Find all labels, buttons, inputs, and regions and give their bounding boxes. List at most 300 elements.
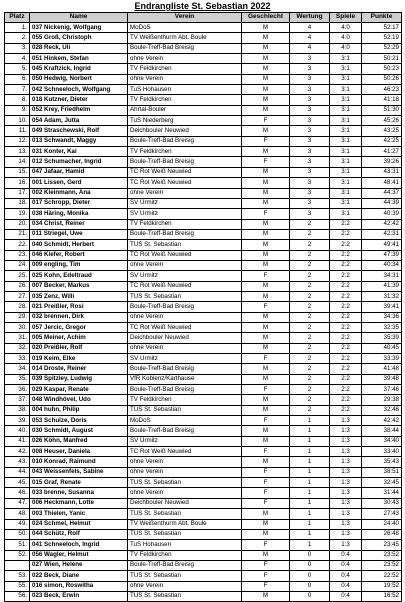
points-cell: 45:26 bbox=[362, 116, 402, 126]
points-cell: 42:25 bbox=[362, 136, 402, 146]
player-name-cell: 042 Schneeloch, Wolfgang bbox=[30, 85, 128, 95]
table-row bbox=[5, 167, 402, 177]
club-cell: ohne Verein bbox=[128, 467, 242, 477]
points-cell: 40:39 bbox=[362, 209, 402, 219]
player-name-cell: 045 Kraftzick, Ingrid bbox=[30, 64, 128, 74]
gender-cell: F bbox=[242, 416, 290, 426]
club-cell: TUS St. Sebastian bbox=[128, 478, 242, 488]
score-cell: 3 bbox=[290, 54, 330, 64]
games-cell: 3:1 bbox=[330, 74, 362, 84]
gender-cell: F bbox=[242, 571, 290, 581]
header-wertung: Wertung bbox=[290, 13, 330, 23]
games-cell: 2:2 bbox=[330, 281, 362, 291]
score-cell: 2 bbox=[290, 229, 330, 239]
score-cell: 3 bbox=[290, 198, 330, 208]
games-cell: 1:3 bbox=[330, 488, 362, 498]
score-cell: 2 bbox=[290, 385, 330, 395]
table-row bbox=[5, 291, 402, 301]
games-cell: 3:1 bbox=[330, 95, 362, 105]
gender-cell: M bbox=[242, 405, 290, 415]
games-cell: 3:1 bbox=[330, 157, 362, 167]
games-cell: 2:2 bbox=[330, 322, 362, 332]
player-name-cell: 005 Meiner, Achim bbox=[30, 333, 128, 343]
score-cell: 3 bbox=[290, 105, 330, 115]
club-cell: TUS St. Sebastian bbox=[128, 509, 242, 519]
player-name-cell: 048 Windhövel, Udo bbox=[30, 395, 128, 405]
rank-cell: 28. bbox=[5, 302, 30, 312]
score-cell: 2 bbox=[290, 291, 330, 301]
points-cell: 31:32 bbox=[362, 291, 402, 301]
club-cell: ohne Verein bbox=[128, 260, 242, 270]
games-cell: 2:2 bbox=[330, 229, 362, 239]
rank-cell: 13. bbox=[5, 147, 30, 157]
club-cell: TuS Niederberg bbox=[128, 116, 242, 126]
points-cell: 38:51 bbox=[362, 467, 402, 477]
gender-cell: M bbox=[242, 509, 290, 519]
games-cell: 3:1 bbox=[330, 54, 362, 64]
club-cell: TUS St. Sebastian bbox=[128, 405, 242, 415]
score-cell: 3 bbox=[290, 209, 330, 219]
gender-cell: F bbox=[242, 478, 290, 488]
table-row bbox=[5, 33, 402, 43]
gender-cell: M bbox=[242, 64, 290, 74]
rank-cell: 45. bbox=[5, 478, 30, 488]
player-name-cell: 014 Droste, Reiner bbox=[30, 364, 128, 374]
club-cell: TUS St. Sebastian bbox=[128, 571, 242, 581]
gender-cell: F bbox=[242, 271, 290, 281]
table-row bbox=[5, 188, 402, 198]
points-cell: 26:48 bbox=[362, 529, 402, 539]
rank-cell: 46. bbox=[5, 488, 30, 498]
points-cell: 47:39 bbox=[362, 250, 402, 260]
gender-cell: M bbox=[242, 74, 290, 84]
rank-cell: 33. bbox=[5, 354, 30, 364]
points-cell: 39:48 bbox=[362, 374, 402, 384]
score-cell: 4 bbox=[290, 43, 330, 53]
table-row bbox=[5, 43, 402, 53]
rank-cell: 49. bbox=[5, 519, 30, 529]
table-row bbox=[5, 250, 402, 260]
points-cell: 41:39 bbox=[362, 281, 402, 291]
games-cell: 2:2 bbox=[330, 271, 362, 281]
rank-cell: 19. bbox=[5, 209, 30, 219]
table-row bbox=[5, 95, 402, 105]
score-cell: 3 bbox=[290, 136, 330, 146]
player-name-cell: 023 Beck, Erwin bbox=[30, 591, 128, 601]
club-cell: TC Rot Weiß Neuwied bbox=[128, 447, 242, 457]
player-name-cell: 055 Groß, Christoph bbox=[30, 33, 128, 43]
player-name-cell: 038 Häring, Monika bbox=[30, 209, 128, 219]
header-verein: Verein bbox=[128, 13, 242, 23]
rank-cell: 8. bbox=[5, 95, 30, 105]
points-cell: 40:34 bbox=[362, 260, 402, 270]
gender-cell: F bbox=[242, 560, 290, 570]
table-row bbox=[5, 374, 402, 384]
club-cell: TC Rot Weiß Neuwied bbox=[128, 322, 242, 332]
gender-cell: M bbox=[242, 240, 290, 250]
games-cell: 2:2 bbox=[330, 240, 362, 250]
score-cell: 3 bbox=[290, 167, 330, 177]
score-cell: 2 bbox=[290, 260, 330, 270]
score-cell: 2 bbox=[290, 302, 330, 312]
header-name: Name bbox=[30, 13, 128, 23]
rank-cell: 15. bbox=[5, 167, 30, 177]
table-row bbox=[5, 260, 402, 270]
games-cell: 1:3 bbox=[330, 467, 362, 477]
table-row bbox=[5, 571, 402, 581]
points-cell: 41:27 bbox=[362, 147, 402, 157]
gender-cell: M bbox=[242, 147, 290, 157]
club-cell: Boule-Treff-Bad Breisig bbox=[128, 364, 242, 374]
points-cell: 39:26 bbox=[362, 157, 402, 167]
table-row bbox=[5, 385, 402, 395]
club-cell: TC Rot Weiß Neuwied bbox=[128, 167, 242, 177]
score-cell: 1 bbox=[290, 457, 330, 467]
games-cell: 1:3 bbox=[330, 416, 362, 426]
score-cell: 1 bbox=[290, 426, 330, 436]
score-cell: 3 bbox=[290, 116, 330, 126]
club-cell: TC Rot Weiß Neuwied bbox=[128, 178, 242, 188]
gender-cell: M bbox=[242, 374, 290, 384]
points-cell: 32:35 bbox=[362, 322, 402, 332]
table-row bbox=[5, 147, 402, 157]
score-cell: 1 bbox=[290, 529, 330, 539]
games-cell: 2:2 bbox=[330, 333, 362, 343]
games-cell: 1:3 bbox=[330, 426, 362, 436]
table-row bbox=[5, 354, 402, 364]
games-cell: 0:4 bbox=[330, 591, 362, 601]
table-row bbox=[5, 126, 402, 136]
rank-cell: 31. bbox=[5, 333, 30, 343]
club-cell: MoDoS bbox=[128, 23, 242, 33]
games-cell: 0:4 bbox=[330, 571, 362, 581]
player-name-cell: 035 Zenz, Willi bbox=[30, 291, 128, 301]
points-cell: 50:21 bbox=[362, 54, 402, 64]
points-cell: 42:31 bbox=[362, 229, 402, 239]
games-cell: 2:2 bbox=[330, 405, 362, 415]
gender-cell: M bbox=[242, 260, 290, 270]
points-cell: 43:31 bbox=[362, 167, 402, 177]
points-cell: 39:41 bbox=[362, 302, 402, 312]
table-row bbox=[5, 457, 402, 467]
table-row bbox=[5, 581, 402, 591]
points-cell: 34:36 bbox=[362, 312, 402, 322]
points-cell: 30:43 bbox=[362, 498, 402, 508]
rank-cell: 6. bbox=[5, 74, 30, 84]
points-cell: 52:29 bbox=[362, 43, 402, 53]
score-cell: 4 bbox=[290, 33, 330, 43]
gender-cell: M bbox=[242, 457, 290, 467]
club-cell: ohne Verein bbox=[128, 54, 242, 64]
score-cell: 3 bbox=[290, 157, 330, 167]
club-cell: TV Feldkirchen bbox=[128, 147, 242, 157]
player-name-cell: 050 Hedwig, Norbert bbox=[30, 74, 128, 84]
gender-cell: M bbox=[242, 395, 290, 405]
gender-cell: F bbox=[242, 136, 290, 146]
score-cell: 2 bbox=[290, 405, 330, 415]
table-row bbox=[5, 157, 402, 167]
points-cell: 33:39 bbox=[362, 354, 402, 364]
table-row bbox=[5, 105, 402, 115]
player-name-cell: 021 Preißler, Rosi bbox=[30, 302, 128, 312]
rank-cell: 38. bbox=[5, 405, 30, 415]
club-cell: Boule-Treff-Bad Breisig bbox=[128, 43, 242, 53]
games-cell: 3:1 bbox=[330, 147, 362, 157]
player-name-cell: 022 Beck, Diane bbox=[30, 571, 128, 581]
points-cell: 19:52 bbox=[362, 581, 402, 591]
games-cell: 2:2 bbox=[330, 250, 362, 260]
player-name-cell: 001 Lissen, Gerd bbox=[30, 178, 128, 188]
table-row bbox=[5, 550, 402, 560]
player-name-cell: 019 Keim, Elke bbox=[30, 354, 128, 364]
table-row bbox=[5, 281, 402, 291]
table-row bbox=[5, 116, 402, 126]
points-cell: 42:42 bbox=[362, 416, 402, 426]
games-cell: 4:0 bbox=[330, 43, 362, 53]
rank-cell: 55. bbox=[5, 581, 30, 591]
rank-cell: 11. bbox=[5, 126, 30, 136]
score-cell: 1 bbox=[290, 416, 330, 426]
rank-cell: 51. bbox=[5, 540, 30, 550]
score-cell: 2 bbox=[290, 219, 330, 229]
rank-cell: 47. bbox=[5, 498, 30, 508]
table-row bbox=[5, 498, 402, 508]
gender-cell: M bbox=[242, 219, 290, 229]
player-name-cell: 004 huhn, Philip bbox=[30, 405, 128, 415]
gender-cell: F bbox=[242, 540, 290, 550]
rank-cell: 50. bbox=[5, 529, 30, 539]
games-cell: 4:0 bbox=[330, 23, 362, 33]
score-cell: 2 bbox=[290, 354, 330, 364]
club-cell: Deichbouler Neuwied bbox=[128, 498, 242, 508]
player-name-cell: 052 Krey, Friedhelm bbox=[30, 105, 128, 115]
points-cell: 23:52 bbox=[362, 560, 402, 570]
gender-cell: M bbox=[242, 436, 290, 446]
player-name-cell: 024 Schmel, Helmut bbox=[30, 519, 128, 529]
games-cell: 2:2 bbox=[330, 219, 362, 229]
gender-cell: F bbox=[242, 488, 290, 498]
gender-cell: M bbox=[242, 250, 290, 260]
page-title: Endrangliste St. Sebastian 2022 bbox=[134, 1, 271, 11]
score-cell: 1 bbox=[290, 540, 330, 550]
score-cell: 3 bbox=[290, 178, 330, 188]
games-cell: 3:1 bbox=[330, 126, 362, 136]
player-name-cell: 002 Kleinmann, Ana bbox=[30, 188, 128, 198]
score-cell: 2 bbox=[290, 322, 330, 332]
gender-cell: F bbox=[242, 447, 290, 457]
gender-cell: M bbox=[242, 364, 290, 374]
table-row bbox=[5, 219, 402, 229]
player-name-cell: 031 Konter, Kai bbox=[30, 147, 128, 157]
games-cell: 1:3 bbox=[330, 540, 362, 550]
rank-cell: 30. bbox=[5, 322, 30, 332]
table-row bbox=[5, 560, 402, 570]
player-name-cell: 017 Schropp, Dieter bbox=[30, 198, 128, 208]
club-cell: SV Urmitz bbox=[128, 198, 242, 208]
games-cell: 0:4 bbox=[330, 560, 362, 570]
rank-cell: 16. bbox=[5, 178, 30, 188]
score-cell: 2 bbox=[290, 281, 330, 291]
table-row bbox=[5, 343, 402, 353]
club-cell: Boule-Treff-Bad Breisig bbox=[128, 157, 242, 167]
table-row bbox=[5, 467, 402, 477]
gender-cell: M bbox=[242, 105, 290, 115]
club-cell: MoDoS bbox=[128, 416, 242, 426]
rank-cell: 44. bbox=[5, 467, 30, 477]
club-cell: TC Rot Weiß Neuwied bbox=[128, 250, 242, 260]
rank-cell: 5. bbox=[5, 64, 30, 74]
player-name-cell: 054 Adam, Jutta bbox=[30, 116, 128, 126]
games-cell: 2:2 bbox=[330, 354, 362, 364]
points-cell: 50:26 bbox=[362, 74, 402, 84]
score-cell: 3 bbox=[290, 85, 330, 95]
points-cell: 41:48 bbox=[362, 364, 402, 374]
score-cell: 0 bbox=[290, 581, 330, 591]
rank-cell: 56. bbox=[5, 591, 30, 601]
points-cell: 52:17 bbox=[362, 23, 402, 33]
gender-cell: M bbox=[242, 188, 290, 198]
rank-cell: 24. bbox=[5, 260, 30, 270]
club-cell: ohne Verein bbox=[128, 488, 242, 498]
games-cell: 2:2 bbox=[330, 343, 362, 353]
table-row bbox=[5, 271, 402, 281]
gender-cell: M bbox=[242, 85, 290, 95]
club-cell: TuS Hohausen bbox=[128, 85, 242, 95]
club-cell: ohne Verein bbox=[128, 74, 242, 84]
rank-cell: 34. bbox=[5, 364, 30, 374]
header-platz: Platz bbox=[5, 13, 30, 23]
table-row bbox=[5, 85, 402, 95]
score-cell: 3 bbox=[290, 188, 330, 198]
score-cell: 2 bbox=[290, 312, 330, 322]
club-cell: SV Urmitz bbox=[128, 271, 242, 281]
gender-cell: M bbox=[242, 519, 290, 529]
score-cell: 2 bbox=[290, 374, 330, 384]
score-cell: 1 bbox=[290, 509, 330, 519]
table-row bbox=[5, 23, 402, 33]
header-spiele: Spiele bbox=[330, 13, 362, 23]
score-cell: 2 bbox=[290, 343, 330, 353]
club-cell: Boule-Treff-Bad Breisig bbox=[128, 385, 242, 395]
games-cell: 2:2 bbox=[330, 395, 362, 405]
player-name-cell: 034 Christ, Reiner bbox=[30, 219, 128, 229]
player-name-cell: 007 Becker, Markus bbox=[30, 281, 128, 291]
player-name-cell: 057 Jercic, Gregor bbox=[30, 322, 128, 332]
games-cell: 1:3 bbox=[330, 509, 362, 519]
club-cell: TV Feldkirchen bbox=[128, 219, 242, 229]
games-cell: 2:2 bbox=[330, 312, 362, 322]
games-cell: 2:2 bbox=[330, 291, 362, 301]
rank-cell bbox=[5, 560, 30, 570]
points-cell: 37:46 bbox=[362, 385, 402, 395]
gender-cell: F bbox=[242, 302, 290, 312]
games-cell: 2:2 bbox=[330, 374, 362, 384]
table-row bbox=[5, 178, 402, 188]
games-cell: 2:2 bbox=[330, 302, 362, 312]
score-cell: 1 bbox=[290, 447, 330, 457]
header-punkte: Punkte bbox=[362, 13, 402, 23]
score-cell: 3 bbox=[290, 147, 330, 157]
player-name-cell: 030 Schmidt, August bbox=[30, 426, 128, 436]
player-name-cell: 039 Spitzley, Ludwig bbox=[30, 374, 128, 384]
points-cell: 51:30 bbox=[362, 105, 402, 115]
table-row bbox=[5, 426, 402, 436]
score-cell: 2 bbox=[290, 240, 330, 250]
player-name-cell: 037 Nickenig, Wolfgang bbox=[30, 23, 128, 33]
score-cell: 2 bbox=[290, 364, 330, 374]
club-cell: Ahrtal-Bouler bbox=[128, 105, 242, 115]
club-cell: TV Feldkirchen bbox=[128, 64, 242, 74]
points-cell: 16:52 bbox=[362, 591, 402, 601]
table-row bbox=[5, 64, 402, 74]
games-cell: 1:3 bbox=[330, 447, 362, 457]
points-cell: 24:40 bbox=[362, 519, 402, 529]
points-cell: 41:18 bbox=[362, 95, 402, 105]
rank-cell: 53. bbox=[5, 571, 30, 581]
rank-cell: 23. bbox=[5, 250, 30, 260]
table-row bbox=[5, 74, 402, 84]
score-cell: 4 bbox=[290, 23, 330, 33]
player-name-cell: 013 Schwandt, Maggy bbox=[30, 136, 128, 146]
games-cell: 1:3 bbox=[330, 529, 362, 539]
gender-cell: F bbox=[242, 467, 290, 477]
gender-cell: M bbox=[242, 343, 290, 353]
rank-cell: 27. bbox=[5, 291, 30, 301]
player-name-cell: 027 Wien, Helene bbox=[30, 560, 128, 570]
player-name-cell: 010 Konrad, Raimund bbox=[30, 457, 128, 467]
rank-cell: 12. bbox=[5, 136, 30, 146]
score-cell: 3 bbox=[290, 64, 330, 74]
table-row bbox=[5, 312, 402, 322]
score-cell: 3 bbox=[290, 95, 330, 105]
rank-cell: 3. bbox=[5, 43, 30, 53]
club-cell: TV Feldkirchen bbox=[128, 550, 242, 560]
club-cell: Deichbouler Neuwied bbox=[128, 333, 242, 343]
gender-cell: M bbox=[242, 529, 290, 539]
rank-cell: 41. bbox=[5, 436, 30, 446]
rank-cell: 26. bbox=[5, 281, 30, 291]
player-name-cell: 049 Straschewski, Rolf bbox=[30, 126, 128, 136]
club-cell: TC Rot Weiß Neuwied bbox=[128, 281, 242, 291]
games-cell: 0:4 bbox=[330, 550, 362, 560]
player-name-cell: 046 Kiefer, Robert bbox=[30, 250, 128, 260]
club-cell: ohne Verein bbox=[128, 581, 242, 591]
rank-cell: 52. bbox=[5, 550, 30, 560]
rank-cell: 37. bbox=[5, 395, 30, 405]
score-cell: 2 bbox=[290, 271, 330, 281]
score-cell: 1 bbox=[290, 519, 330, 529]
score-cell: 1 bbox=[290, 436, 330, 446]
table-row bbox=[5, 302, 402, 312]
gender-cell: M bbox=[242, 178, 290, 188]
club-cell: VfR Koblenz/Karthause bbox=[128, 374, 242, 384]
points-cell: 42:42 bbox=[362, 219, 402, 229]
player-name-cell: 041 Schneeloch, Ingrid bbox=[30, 540, 128, 550]
gender-cell: F bbox=[242, 157, 290, 167]
header-geschlecht: Geschlecht bbox=[242, 13, 290, 23]
score-cell: 0 bbox=[290, 550, 330, 560]
player-name-cell: 025 Kohn, Edeltraud bbox=[30, 271, 128, 281]
rank-cell: 25. bbox=[5, 271, 30, 281]
rank-cell: 48. bbox=[5, 509, 30, 519]
games-cell: 2:2 bbox=[330, 385, 362, 395]
club-cell: SV Urmitz bbox=[128, 354, 242, 364]
player-name-cell: 028 Reck, Uli bbox=[30, 43, 128, 53]
gender-cell: F bbox=[242, 116, 290, 126]
points-cell: 46:23 bbox=[362, 85, 402, 95]
points-cell: 34:40 bbox=[362, 436, 402, 446]
player-name-cell: 020 Preißler, Rolf bbox=[30, 343, 128, 353]
